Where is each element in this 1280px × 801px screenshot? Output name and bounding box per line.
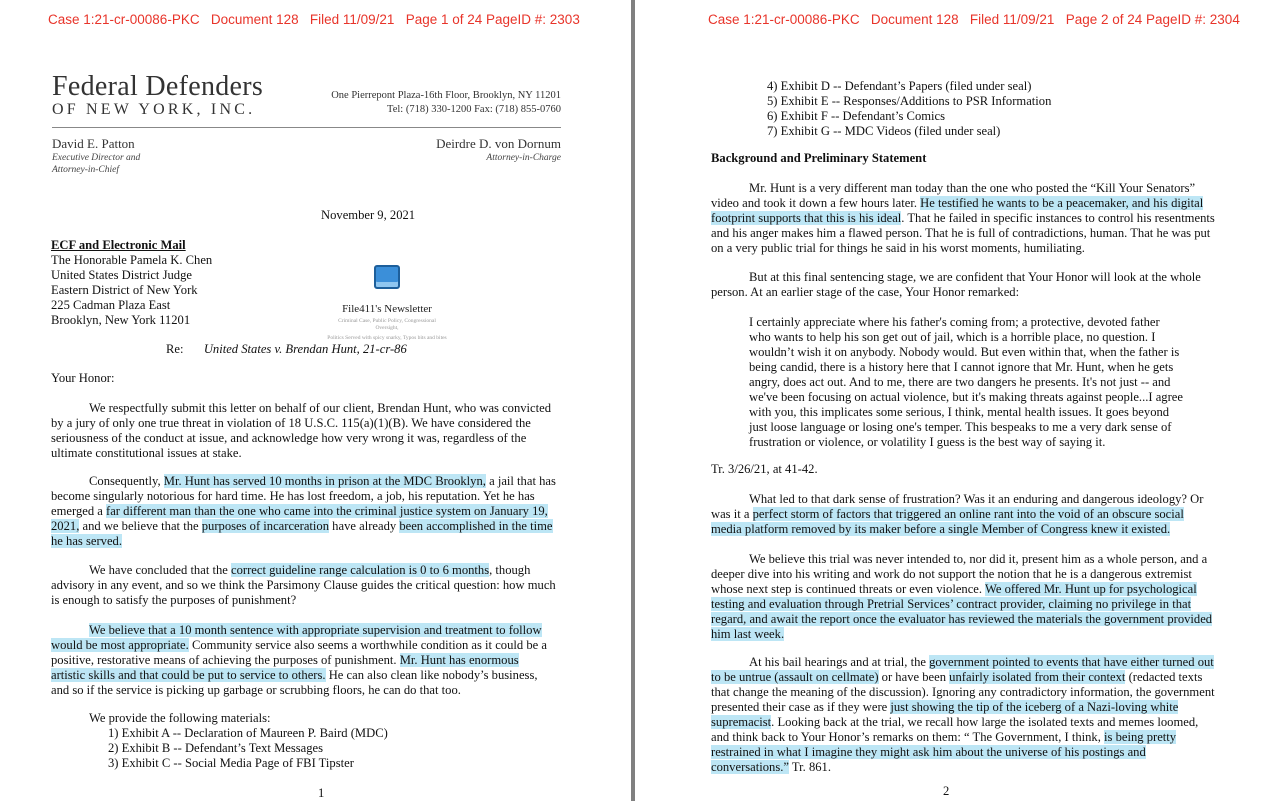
- letterhead-logo-subtitle: OF NEW YORK, INC.: [52, 101, 256, 118]
- citation: Tr. 3/26/21, at 41-42.: [711, 462, 818, 476]
- highlight: purposes of incarceration: [201, 519, 330, 533]
- list-item: 2) Exhibit B -- Defendant’s Text Messages: [108, 741, 324, 755]
- materials-list: We provide the following materials: 1) Exhibit A -- Declaration of Maureen P. Baird (MDC) 2) Exhibit B -- Defendant’s Text Messages 3) Exhibit C -- Social Media Page of FBI Tipster: [51, 711, 556, 771]
- highlight: unfairly isolated from their context: [949, 670, 1126, 684]
- list-item: 4) Exhibit D -- Defendant’s Papers (filed under seal): [767, 79, 1032, 93]
- paragraph-1: Mr. Hunt is a very different man today than the one who posted the “Kill Your Senators” video and took it down a few hours later. He testified he wants to be a peacemaker, and his digital footprint supports that this is his ideal. That he failed in specific instances to control his resentments and his anger makes him a flawed person. That he is full of contradictions, human. That he was put on a very public trial for things he said in his worst moments, humiliating.: [711, 181, 1215, 255]
- list-item: 5) Exhibit E -- Responses/Additions to PSR Information: [767, 94, 1052, 108]
- letterhead-address: One Pierrepont Plaza-16th Floor, Brooklyn, NY 11201 Tel: (718) 330-1200 Fax: (718) 855-0760: [331, 90, 561, 115]
- highlight: We believe that a 10 month sentence with appropriate supervision and treatment to follow would be most appropriate.: [51, 623, 542, 652]
- paragraph-1: We respectfully submit this letter on behalf of our client, Brendan Hunt, who was convicted by a jury of only one true threat in violation of 18 U.S.C. 115(a)(1)(B). We have considered the seriousness of the conduct at issue, and acknowledge how very wrong it was, regardless of the ultimate constitutional issues at stake.: [51, 401, 552, 460]
- document-page-1: [0, 0, 631, 801]
- letterhead-divider: [52, 127, 561, 128]
- paragraph-5: At his bail hearings and at trial, the government pointed to events that have either turned out to be untrue (assault on cellmate) or have been unfairly isolated from their context (redacted texts that change the meaning of the discussion). Ignoring any contradictory information, the government presented their case as if they were just showing the tip of the iceberg of a Nazi-loving white supremacist. Looking back at the trial, we recall how large the isolated texts and memes loomed, and think back to Your Honor’s remarks on them: “ The Government, I think, is being pretty restrained in what I imagine they might ask him about the universe of his postings and conversations.” Tr. 861.: [711, 655, 1215, 774]
- addressee-block: ECF and Electronic Mail The Honorable Pamela K. Chen United States District Judge Eastern District of New York 225 Cadman Plaza East Brooklyn, New York 11201: [51, 238, 213, 327]
- page-number: 2: [943, 784, 950, 798]
- paragraph-4: We believe that a 10 month sentence with appropriate supervision and treatment to follow would be most appropriate. Community service also seems a worthwhile condition as it could be a positive, restorative means of achieving the purposes of punishment. Mr. Hunt has enormous artistic skills and that could be put to service to others. He can also clean like nobody’s business, and so if the service is picking up garbage or scrubbing floors, he can do that too.: [51, 623, 547, 697]
- list-item: 7) Exhibit G -- MDC Videos (filed under seal): [767, 124, 1001, 138]
- block-quote: I certainly appreciate where his father's coming from; a protective, devoted father who wants to help his son get out of jail, which is a horrible place, no question. I wouldn’t wish it on anybody. Nobody would. But even within that, when the father is being candid, there is a history here that I cannot ignore that Mr. Hunt, when he gets angry, does act out. And to me, there are two dangers he presents. It's not just -- and we've been focusing on actual violence, but it's making threats against people...I agree with you, this implicates some serious, I think, mental health issues. It goes beyond just loose language or losing one's temper. This bespeaks to me a very dark sense of frustration or violence, or volatility I guess is the best way of saying it.: [749, 315, 1183, 449]
- materials-list-continued: [767, 79, 1051, 139]
- highlight: Mr. Hunt has enormous artistic skills and that could be put to service to others.: [51, 653, 519, 682]
- highlight: We offered Mr. Hunt up for psychological testing and evaluation through Pretrial Services’ contract provider, claiming no privilege in that regard, and await the report once the evaluator has reviewed the materials the government provided him last week.: [711, 582, 1213, 641]
- computer-monitor-icon: [374, 265, 400, 289]
- case-header: Case 1:21-cr-00086-PKC Document 128 Filed 11/09/21 Page 2 of 24 PageID #: 2304: [708, 12, 1240, 27]
- re-line: Re: United States v. Brendan Hunt, 21-cr-86: [166, 342, 407, 356]
- highlight: Mr. Hunt has served 10 months in prison at the MDC Brooklyn,: [163, 474, 486, 488]
- document-page-2: [635, 0, 1280, 801]
- highlight: He testified he wants to be a peacemaker, and his digital footprint supports that this is his ideal: [711, 196, 1204, 225]
- paragraph-2: But at this final sentencing stage, we are confident that Your Honor will look at the whole person. At an earlier stage of the case, Your Honor remarked:: [711, 270, 1201, 299]
- highlight: far different man than the one who came into the criminal justice system on January 19, 2021,: [51, 504, 548, 533]
- paragraph-2: Consequently, Mr. Hunt has served 10 months in prison at the MDC Brooklyn, a jail that has become singularly notorious for hard time. He has lost freedom, a job, his reputation. Yet he has emerged a far different man than the one who came into the criminal justice system on January 19, 2021, and we believe that the purposes of incarceration have already been accomplished in the time he has served.: [51, 474, 556, 548]
- letter-date: November 9, 2021: [321, 208, 416, 222]
- list-item: 3) Exhibit C -- Social Media Page of FBI Tipster: [108, 756, 354, 770]
- highlight: perfect storm of factors that triggered an online rant into the void of an obscure social media platform removed by its maker before a single Member of Congress knew it existed.: [711, 507, 1184, 536]
- list-item: 6) Exhibit F -- Defendant’s Comics: [767, 109, 946, 123]
- highlight: been accomplished in the time he has served.: [51, 519, 553, 548]
- case-header: Case 1:21-cr-00086-PKC Document 128 Filed 11/09/21 Page 1 of 24 PageID #: 2303: [48, 12, 580, 27]
- salutation: Your Honor:: [51, 371, 115, 385]
- right-signatory: Deirdre D. von Dornum Attorney-in-Charge: [436, 136, 561, 163]
- highlight: correct guideline range calculation is 0 to 6 months: [231, 563, 490, 577]
- paragraph-3: What led to that dark sense of frustration? Was it an enduring and dangerous ideology? Or was it a perfect storm of factors that triggered an online rant into the void of an obscure social media platform removed by its maker before a single Member of Congress knew it existed.: [711, 492, 1204, 536]
- newsletter-watermark: File411's Newsletter Criminal Case, Public Policy, Congressional Oversight, Politics Served with spicy snarky, Typos bits and bites: [327, 265, 447, 342]
- letterhead-logo-title: Federal Defenders: [52, 71, 264, 102]
- page-number: 1: [318, 786, 325, 800]
- highlight: just showing the tip of the iceberg of a Nazi-loving white supremacist: [711, 700, 1179, 729]
- highlight: is being pretty restrained in what I imagine they might ask him about the universe of his postings and conversations.”: [711, 730, 1177, 774]
- list-item: 1) Exhibit A -- Declaration of Maureen P. Baird (MDC): [108, 726, 388, 740]
- highlight: government pointed to events that have either turned out to be untrue (assault on cellmate): [711, 655, 1214, 684]
- paragraph-3: We have concluded that the correct guideline range calculation is 0 to 6 months, though advisory in any event, and so we think the Parsimony Clause guides the critical question: how much is enough to satisfy the purposes of punishment?: [51, 563, 556, 607]
- section-heading: Background and Preliminary Statement: [711, 151, 927, 165]
- paragraph-4: We believe this trial was never intended to, nor did it, present him as a whole person, and a deeper dive into his writing and work do not support the notion that he is a dangerous extremist whose next step is continued threats or even violence. We offered Mr. Hunt up for psychological testing and evaluation through Pretrial Services’ contract provider, claiming no privilege in that regard, and await the report once the evaluator has reviewed the materials the government provided him last week.: [711, 552, 1213, 641]
- left-signatory: David E. Patton Executive Director and Attorney-in-Chief: [52, 136, 141, 175]
